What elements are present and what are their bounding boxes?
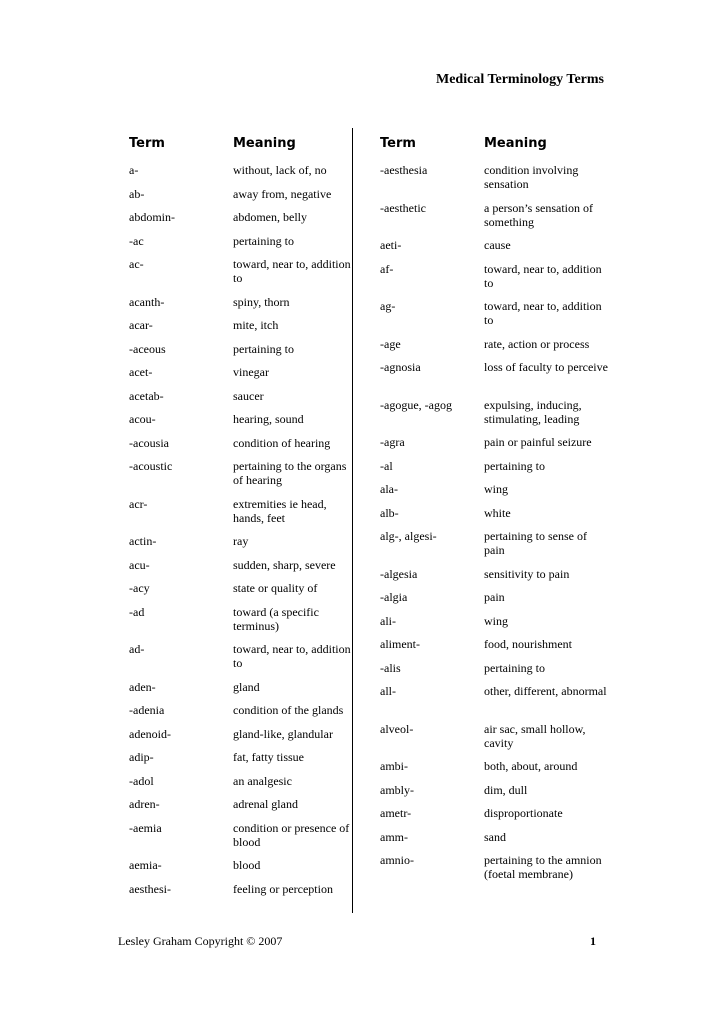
- table-row: [129, 794, 369, 818]
- meaning: sand: [484, 829, 506, 844]
- term: actin-: [129, 534, 157, 548]
- table-row: [129, 724, 369, 748]
- term: amm-: [380, 829, 408, 844]
- table-row: [129, 555, 369, 579]
- meaning: pertaining to sense of pain: [484, 529, 587, 557]
- meaning: pertaining to the amnion (foetal membrane): [484, 853, 602, 881]
- term: acanth-: [129, 294, 165, 309]
- table-row: [129, 818, 369, 856]
- table-row: [380, 456, 620, 480]
- meaning: toward (a specific terminus): [233, 604, 319, 633]
- table-row: [380, 719, 620, 757]
- right-header: [380, 130, 620, 160]
- meaning: pertaining to: [484, 660, 545, 675]
- meaning: abdomen, belly: [233, 210, 307, 224]
- term: aliment-: [380, 637, 420, 651]
- meaning: rate, action or process: [484, 336, 590, 351]
- meaning: extremities ie head, hands, feet: [233, 496, 327, 525]
- meaning: loss of faculty to perceive: [484, 360, 608, 374]
- meaning: saucer: [233, 388, 264, 403]
- table-row: [129, 184, 369, 208]
- meaning: pertaining to the organs of hearing: [233, 459, 347, 487]
- page-number: 1: [590, 934, 596, 948]
- table-row: [129, 578, 369, 602]
- table-row: [380, 850, 620, 901]
- term: adren-: [129, 797, 160, 811]
- table-row: [129, 207, 369, 231]
- meaning: air sac, small hollow, cavity: [484, 721, 586, 750]
- term: abdomin-: [129, 210, 175, 224]
- table-row: [129, 456, 369, 494]
- table-row: [380, 827, 620, 851]
- meaning: pertaining to: [233, 341, 294, 356]
- term: acetab-: [129, 388, 164, 403]
- term: -algesia: [380, 566, 418, 581]
- term: -ad: [129, 604, 145, 619]
- meaning: an analgesic: [233, 773, 292, 788]
- table-row: [129, 677, 369, 701]
- meaning: pertaining to: [233, 233, 294, 248]
- meaning: both, about, around: [484, 759, 578, 773]
- table-row: [380, 681, 620, 719]
- term: -acoustic: [129, 459, 173, 473]
- term: ad-: [129, 642, 145, 656]
- term: acr-: [129, 496, 148, 511]
- table-row: [129, 160, 369, 184]
- table-row: [380, 780, 620, 804]
- term: acet-: [129, 365, 153, 379]
- table-row: [129, 362, 369, 386]
- meaning: gland-like, glandular: [233, 726, 333, 741]
- table-row: [380, 160, 620, 198]
- table-row: [129, 254, 369, 292]
- term: -age: [380, 336, 401, 351]
- term: -aceous: [129, 341, 166, 356]
- column-divider: [352, 128, 353, 913]
- table-row: [129, 602, 369, 640]
- table-row: [129, 747, 369, 771]
- table-row: [129, 700, 369, 724]
- meaning: blood: [233, 858, 261, 872]
- meaning: without, lack of, no: [233, 163, 327, 177]
- table-row: [380, 198, 620, 236]
- meaning: wing: [484, 482, 508, 496]
- meaning: expulsing, inducing, stimulating, leading: [484, 397, 582, 426]
- table-row: [129, 339, 369, 363]
- table-row: [129, 879, 369, 903]
- term: ametr-: [380, 806, 412, 820]
- meaning: condition of hearing: [233, 435, 331, 450]
- table-row: [129, 433, 369, 457]
- term: -agra: [380, 435, 405, 449]
- meaning: a person’s sensation of something: [484, 200, 593, 229]
- term: ag-: [380, 299, 396, 313]
- table-row: [380, 395, 620, 433]
- term: adip-: [129, 750, 154, 764]
- term: ab-: [129, 186, 145, 201]
- term: ac-: [129, 257, 144, 271]
- term: -al: [380, 458, 393, 473]
- meaning: pertaining to: [484, 458, 545, 473]
- table-row: [380, 658, 620, 682]
- term: -agnosia: [380, 360, 421, 374]
- table-row: [380, 479, 620, 503]
- table-row: [380, 634, 620, 658]
- meaning: toward, near to, addition to: [233, 642, 351, 670]
- meaning: dim, dull: [484, 782, 528, 797]
- meaning: pain or painful seizure: [484, 435, 592, 449]
- term: -acy: [129, 581, 150, 595]
- term: -adol: [129, 773, 154, 788]
- table-row: [380, 259, 620, 297]
- meaning: cause: [484, 238, 511, 252]
- term: alveol-: [380, 721, 414, 736]
- term: alb-: [380, 505, 399, 520]
- table-row: [380, 503, 620, 527]
- meaning-header: Meaning: [484, 136, 547, 151]
- table-row: [129, 292, 369, 316]
- table-row: [129, 386, 369, 410]
- term: aden-: [129, 679, 156, 694]
- table-row: [380, 564, 620, 588]
- meaning: condition involving sensation: [484, 163, 579, 191]
- meaning: condition or presence of blood: [233, 820, 350, 849]
- term: -aemia: [129, 820, 162, 835]
- table-row: [129, 531, 369, 555]
- term-header: Term: [380, 136, 416, 151]
- table-row: [380, 357, 620, 395]
- term: acu-: [129, 557, 150, 572]
- meaning: disproportionate: [484, 806, 563, 820]
- table-row: [129, 315, 369, 339]
- meaning-header: Meaning: [233, 136, 296, 151]
- meaning: wing: [484, 613, 508, 628]
- copyright-footer: Lesley Graham Copyright © 2007: [118, 934, 283, 948]
- term: -ac: [129, 233, 144, 248]
- table-row: [380, 756, 620, 780]
- meaning: mite, itch: [233, 318, 279, 332]
- table-row: [380, 587, 620, 611]
- term: aesthesi-: [129, 881, 171, 896]
- right-column: [380, 130, 620, 901]
- term: acar-: [129, 318, 153, 332]
- term: -alis: [380, 660, 401, 675]
- term: ambly-: [380, 782, 414, 797]
- meaning: vinegar: [233, 365, 269, 379]
- meaning: condition of the glands: [233, 703, 344, 717]
- table-row: [380, 235, 620, 259]
- term: -agogue, -agog: [380, 397, 452, 412]
- meaning: sensitivity to pain: [484, 566, 570, 581]
- table-row: [129, 494, 369, 532]
- meaning: adrenal gland: [233, 797, 298, 811]
- term: acou-: [129, 412, 156, 426]
- term: alg-, algesi-: [380, 529, 437, 543]
- table-row: [129, 771, 369, 795]
- meaning: away from, negative: [233, 186, 332, 201]
- table-row: [129, 231, 369, 255]
- table-row: [380, 296, 620, 334]
- term: -adenia: [129, 703, 165, 717]
- table-row: [129, 409, 369, 433]
- term: aeti-: [380, 238, 402, 252]
- term: amnio-: [380, 853, 414, 867]
- meaning: state or quality of: [233, 581, 318, 595]
- term: af-: [380, 261, 394, 276]
- meaning: feeling or perception: [233, 881, 333, 896]
- meaning: gland: [233, 679, 260, 694]
- term-header: Term: [129, 136, 165, 151]
- meaning: toward, near to, addition to: [484, 261, 602, 290]
- table-row: [380, 611, 620, 635]
- meaning: spiny, thorn: [233, 294, 290, 309]
- meaning: toward, near to, addition to: [484, 299, 602, 327]
- meaning: ray: [233, 534, 249, 548]
- term: ala-: [380, 482, 398, 496]
- meaning: other, different, abnormal: [484, 684, 607, 698]
- meaning: food, nourishment: [484, 637, 572, 651]
- term: a-: [129, 163, 139, 177]
- term: -aesthesia: [380, 163, 428, 177]
- meaning: hearing, sound: [233, 412, 304, 426]
- meaning: white: [484, 505, 511, 520]
- meaning: pain: [484, 590, 505, 604]
- meaning: sudden, sharp, severe: [233, 557, 336, 572]
- table-row: [129, 639, 369, 677]
- table-row: [129, 855, 369, 879]
- left-column: [129, 130, 369, 902]
- table-row: [380, 526, 620, 564]
- term: -aesthetic: [380, 200, 426, 215]
- table-row: [380, 803, 620, 827]
- table-row: [380, 334, 620, 358]
- term: -algia: [380, 590, 408, 604]
- term: ambi-: [380, 759, 408, 773]
- term: aemia-: [129, 858, 162, 872]
- table-row: [380, 432, 620, 456]
- meaning: fat, fatty tissue: [233, 750, 304, 764]
- term: -acousia: [129, 435, 169, 450]
- left-header: [129, 130, 369, 160]
- term: adenoid-: [129, 726, 171, 741]
- term: all-: [380, 684, 396, 698]
- meaning: toward, near to, addition to: [233, 257, 351, 285]
- page-title: Medical Terminology Terms: [436, 72, 604, 87]
- term: ali-: [380, 613, 396, 628]
